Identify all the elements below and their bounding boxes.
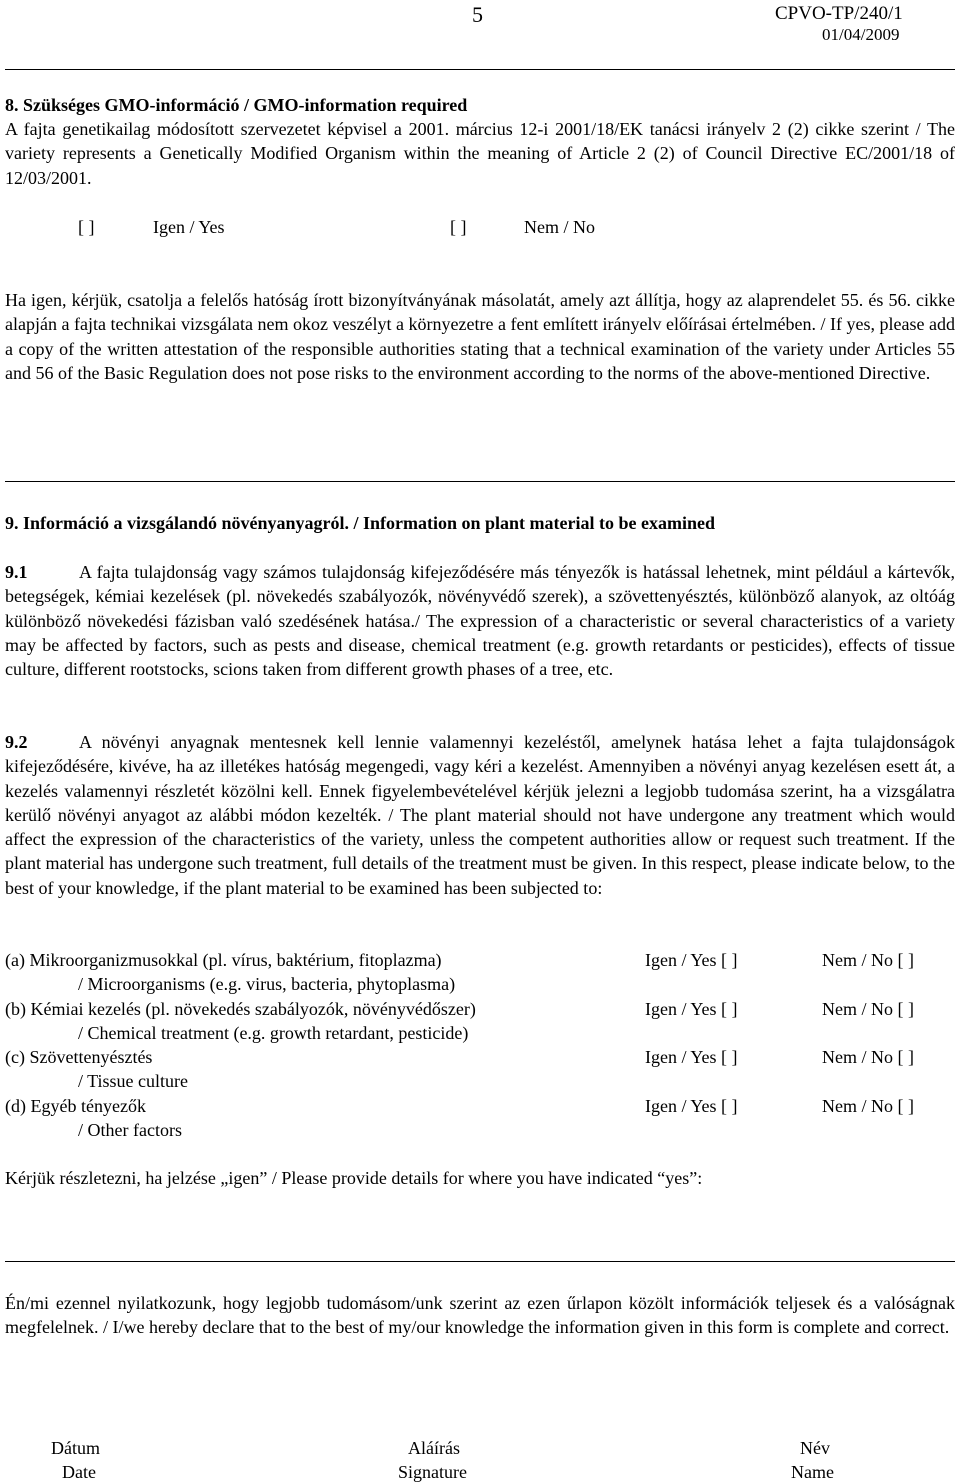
doc-code: CPVO-TP/240/1 <box>775 3 903 24</box>
treatment-no-checkbox[interactable]: Nem / No [ ] <box>822 1096 914 1116</box>
gmo-no-label: Nem / No <box>524 217 595 237</box>
details-answer-line[interactable] <box>5 1261 955 1262</box>
paragraph-9-1 <box>5 560 955 681</box>
treatment-row-a <box>5 948 955 972</box>
paragraph-9-1-text: A fajta tulajdonság vagy számos tulajdonság kifejeződésére más tényezők is hatással lehetnek, mint például a kártevők, betegségek, kémiai kezelések (pl. növekedés szabályozók, növényvédő szerek), a szövettenyésztés, különböző alanyok, az oltóág különböző növekedési fázisban való szedésének hatása./ The expression of a characteristic or several characteristics of a variety may be affected by factors, such as pests and disease, chemical treatment (e.g. growth retardants or pesticides), effects of tissue culture, different rootstocks, scions taken from different growth phases of a tree, etc. <box>5 562 955 680</box>
page-number: 5 <box>472 2 483 27</box>
treatment-row-c-en <box>5 1069 955 1093</box>
treatment-no-checkbox[interactable]: Nem / No [ ] <box>822 1047 914 1067</box>
signature-labels-en <box>5 1460 955 1484</box>
header-rule <box>5 69 955 70</box>
treatment-row-c <box>5 1045 955 1069</box>
treatment-label: (b) Kémiai kezelés (pl. növekedés szabályozók, növényvédőszer) <box>5 999 476 1019</box>
signature-label-en: Signature <box>398 1462 467 1482</box>
gmo-choice-row <box>5 215 955 239</box>
treatment-row-d <box>5 1094 955 1118</box>
treatment-label-en: / Tissue culture <box>78 1071 189 1091</box>
treatment-row-a-en <box>5 972 955 996</box>
treatment-row-d-en <box>5 1118 955 1142</box>
treatment-label: (d) Egyéb tényezők <box>5 1096 146 1116</box>
treatment-label-en: / Chemical treatment (e.g. growth retardant, pesticide) <box>78 1023 469 1043</box>
treatment-no-checkbox[interactable]: Nem / No [ ] <box>822 950 914 970</box>
treatment-yes-checkbox[interactable]: Igen / Yes [ ] <box>645 999 738 1019</box>
treatment-yes-checkbox[interactable]: Igen / Yes [ ] <box>645 1047 738 1067</box>
date-label-en: Date <box>62 1462 96 1482</box>
treatment-label-en: / Other factors <box>78 1120 182 1140</box>
treatment-yes-checkbox[interactable]: Igen / Yes [ ] <box>645 950 738 970</box>
details-prompt: Kérjük részletezni, ha jelzése „igen” / Please provide details for where you have indicated “yes”: <box>5 1168 703 1188</box>
gmo-if-yes-text: Ha igen, kérjük, csatolja a felelős hatóság írott bizonyítványának másolatát, amely azt állítja, hogy az alaprendelet 55. és 56. cikke alapján a fajta technikai vizsgálata nem okoz veszélyt a környezetre a fent említett irányelv előírásai értelmében. / If yes, please add a copy of the written attestation of the responsible authorities stating that a technical examination of the variety under Articles 55 and 56 of the Basic Regulation does not pose risks to the environment according to the norms of the above-mentioned Directive. <box>5 290 955 383</box>
paragraph-9-2 <box>5 730 955 900</box>
section-8-title: 8. Szükséges GMO-információ / GMO-information required <box>5 95 468 115</box>
section-divider <box>5 481 955 482</box>
declaration-text: Én/mi ezennel nyilatkozunk, hogy legjobb tudomásom/unk szerint az ezen űrlapon közölt információk teljesek és a valóságnak megfelelnek. / I/we hereby declare that to the best of my/our knowledge the information given in this form is complete and correct. <box>5 1293 955 1338</box>
signature-labels-hu <box>5 1436 955 1460</box>
name-label-en: Name <box>791 1462 834 1482</box>
paragraph-9-2-number: 9.2 <box>5 732 28 752</box>
treatment-yes-checkbox[interactable]: Igen / Yes [ ] <box>645 1096 738 1116</box>
treatment-row-b <box>5 997 955 1021</box>
gmo-yes-label: Igen / Yes <box>153 217 225 237</box>
doc-date: 01/04/2009 <box>822 25 900 44</box>
section-8-intro: A fajta genetikailag módosított szervezetet képvisel a 2001. március 12-i 2001/18/EK tanácsi irányelv 2 (2) cikke szerint / The variety represents a Genetically Modified Organism within the meaning of Article 2 (2) of Council Directive EC/2001/18 of 12/03/2001. <box>5 119 955 188</box>
treatment-label: (a) Mikroorganizmusokkal (pl. vírus, baktérium, fitoplazma) <box>5 950 442 970</box>
gmo-yes-checkbox[interactable]: [ ] <box>78 217 95 237</box>
paragraph-9-1-number: 9.1 <box>5 562 28 582</box>
gmo-no-checkbox[interactable]: [ ] <box>450 217 467 237</box>
signature-label-hu: Aláírás <box>408 1438 460 1458</box>
paragraph-9-2-text: A növényi anyagnak mentesnek kell lennie valamennyi kezeléstől, amelynek hatása lehet a fajta tulajdonságok kifejeződésére, kivéve, ha az illetékes hatóság megengedi, vagy kéri a kezelést. Amennyiben a növényi anyag kezelésen esett át, a kezelés valamennyi részletét közölni kell. Ennek figyelembevételével kérjük jelezni a legjobb tudomása szerint, ha a vizsgálatra kerülő növényi anyagot az alábbi módon kezelték. / The plant material should not have undergone any treatment which would affect the expression of the characteristics of the variety, unless the competent authorities allow or request such treatment. If the plant material has undergone such treatment, full details of the treatment must be given. In this respect, please indicate below, to the best of your knowledge, if the plant material to be examined has been subjected to: <box>5 732 955 898</box>
section-9-title: 9. Információ a vizsgálandó növényanyagról. / Information on plant material to be examined <box>5 513 715 533</box>
treatment-label: (c) Szövettenyésztés <box>5 1047 153 1067</box>
treatment-row-b-en <box>5 1021 955 1045</box>
treatment-label-en: / Microorganisms (e.g. virus, bacteria, phytoplasma) <box>78 974 456 994</box>
name-label-hu: Név <box>800 1438 830 1458</box>
treatment-no-checkbox[interactable]: Nem / No [ ] <box>822 999 914 1019</box>
date-label-hu: Dátum <box>51 1438 100 1458</box>
